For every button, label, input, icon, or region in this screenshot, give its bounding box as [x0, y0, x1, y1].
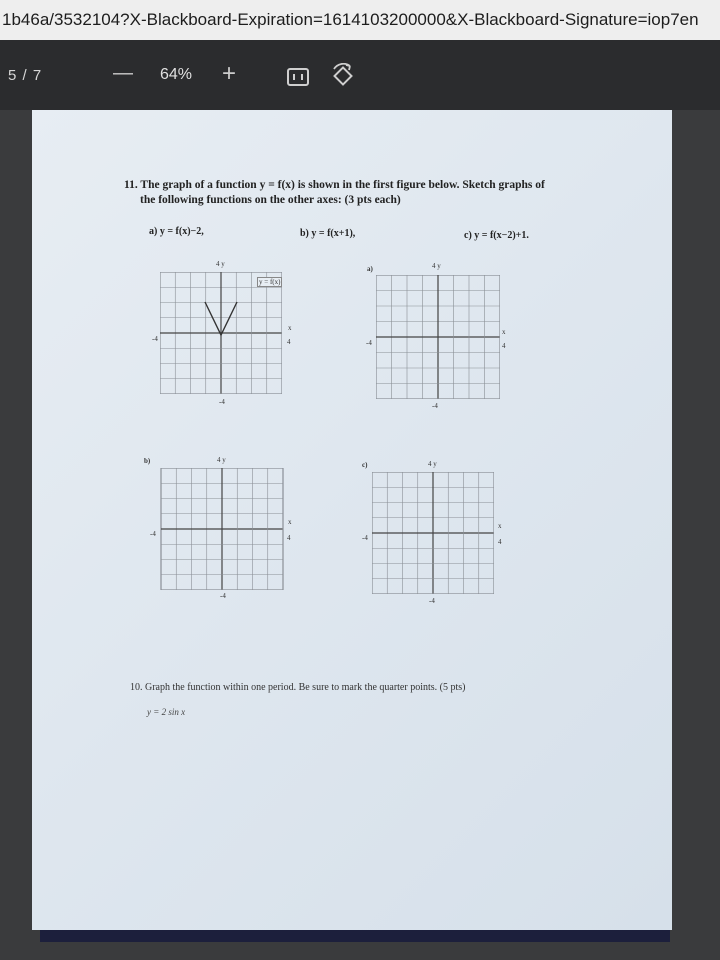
graph-b-ymin: -4 [220, 592, 226, 600]
part-b-label: b) y = f(x+1), [300, 228, 356, 239]
panel-c-label: c) [362, 461, 368, 469]
question-10-equation: y = 2 sin x [147, 707, 186, 717]
graph-a-ymin: -4 [432, 402, 438, 410]
zoom-in-button[interactable]: + [222, 60, 237, 87]
question-11-line1: 11. The graph of a function y = f(x) is shown in the first figure below. Sketch graphs of [124, 179, 545, 191]
graph-c-xmax: 4 [498, 538, 502, 546]
graph-b-xmin: -4 [150, 530, 156, 538]
graph-fx-label: y = f(x) [259, 278, 281, 286]
panel-a-label: a) [367, 265, 373, 273]
graph-c-ymax: 4 y [428, 460, 437, 468]
graph-b [160, 468, 284, 590]
question-11 [124, 178, 644, 208]
graph-c [372, 472, 494, 594]
part-a-label: a) y = f(x)−2, [149, 226, 204, 237]
pdf-page [32, 110, 672, 930]
page-edge [40, 930, 670, 942]
graph-fx-xmin: -4 [152, 335, 158, 343]
graph-fx-xmax: 4 [287, 338, 291, 346]
zoom-out-button[interactable]: — [113, 62, 133, 84]
graph-b-xmax: 4 [287, 534, 291, 542]
pdf-toolbar [0, 40, 720, 110]
panel-b-label: b) [144, 457, 151, 465]
graph-c-xmin: -4 [362, 534, 368, 542]
graph-a-ymax: 4 y [432, 262, 441, 270]
question-10: 10. Graph the function within one period. Be sure to mark the quarter points. (5 pts) [130, 682, 466, 693]
graph-a-xlabel: x [502, 328, 506, 336]
graph-b-xlabel: x [288, 518, 292, 526]
question-11-line2: the following functions on the other axes: (3 pts each) [140, 194, 401, 206]
zoom-level: 64% [160, 66, 193, 83]
graph-fx [160, 272, 282, 394]
address-bar[interactable] [0, 0, 720, 40]
rotate-icon[interactable] [330, 63, 356, 89]
graph-c-xlabel: x [498, 522, 502, 530]
graph-fx-xlabel: x [288, 324, 292, 332]
graph-a-xmax: 4 [502, 342, 506, 350]
graph-c-ymin: -4 [429, 597, 435, 605]
graph-fx-ymin: -4 [219, 398, 225, 406]
graph-b-ymax: 4 y [217, 456, 226, 464]
graph-fx-ymax: 4 y [216, 260, 225, 268]
part-c-label: c) y = f(x−2)+1. [464, 230, 529, 241]
fit-to-page-icon[interactable] [287, 68, 309, 86]
url-text: 1b46a/3532104?X-Blackboard-Expiration=1614103200000&X-Blackboard-Signature=iop7en [2, 10, 699, 29]
graph-a-xmin: -4 [366, 339, 372, 347]
page-indicator[interactable]: 5 / 7 [8, 67, 43, 84]
graph-a [376, 275, 500, 399]
